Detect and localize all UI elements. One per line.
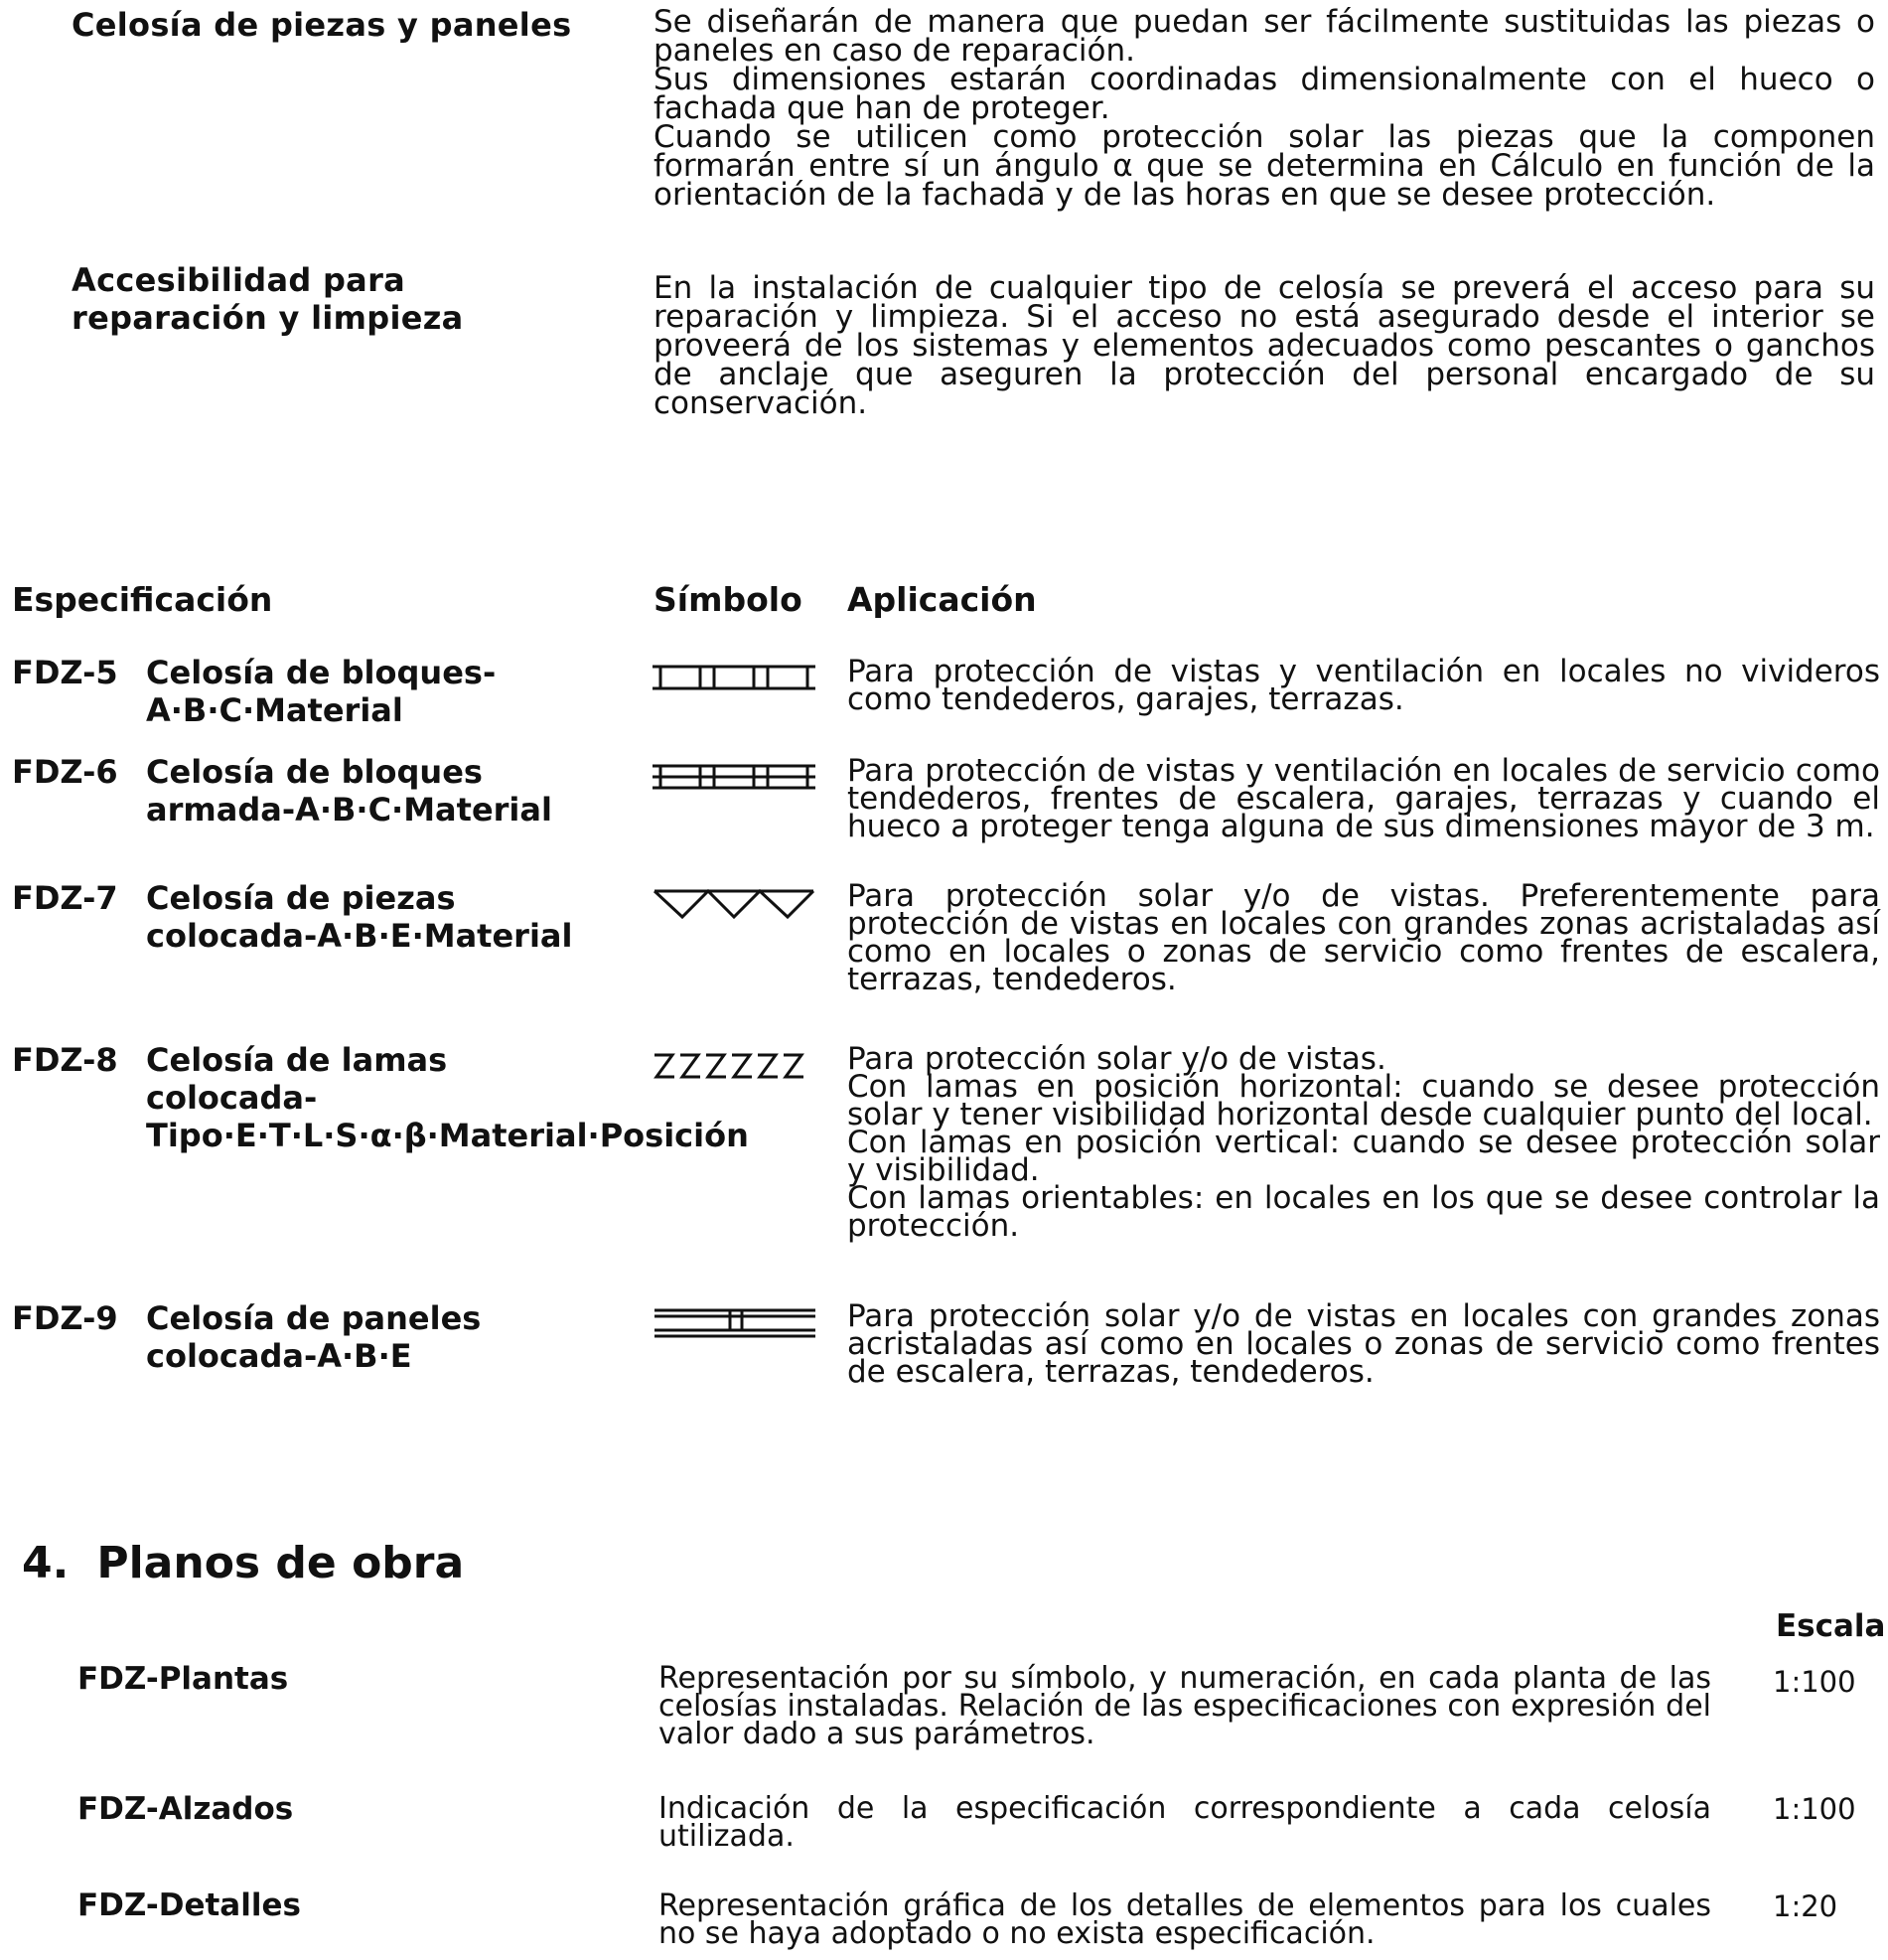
paragraph: Para protección solar y/o de vistas en locales con grandes zonas acristaladas así como en locales o zonas de servicio como frentes de escalera, terrazas, tendederos. [847,1298,1880,1390]
spec-application [847,1041,1880,1244]
plan-scale: 1:100 [1773,1792,1856,1826]
triangle-pieces-symbol [651,887,819,921]
intro-text-celosia [654,4,1875,213]
panels-symbol [651,1304,819,1338]
spec-code: FDZ-6 [12,753,118,791]
reinforced-block-lattice-symbol [651,760,819,794]
plan-name: FDZ-Plantas [77,1661,289,1697]
plan-name: FDZ-Alzados [77,1791,294,1827]
header-simbolo: Símbolo [654,580,802,619]
spec-code: FDZ-7 [12,879,118,917]
paragraph: En la instalación de cualquier tipo de celosía se preverá el acceso para su reparación y limpieza. Si el acceso no está asegurado desde el interior se proveerá de los sistemas y elementos adecuados como pescantes o ganchos de anclaje que aseguren la protección del personal encargado de su conservación. [654,270,1875,421]
paragraph: Con lamas en posición vertical: cuando se desee protección solar y visibilidad. [847,1125,1880,1188]
intro-label-accesibilidad: Accesibilidad para reparación y limpieza [72,261,464,337]
paragraph: Con lamas orientables: en locales en los que se desee controlar la protección. [847,1180,1880,1244]
plan-description: Indicación de la especificación correspondiente a cada celosía utilizada. [658,1791,1711,1854]
spec-name: Celosía de bloques armada-A·B·C·Material [146,753,552,829]
section-number: 4. [22,1538,70,1588]
section-title [22,1538,464,1589]
intro-label-celosia: Celosía de piezas y paneles [72,6,572,44]
spec-application [847,753,1880,844]
paragraph: Sus dimensiones estarán coordinadas dimensionalmente con el hueco o fachada que han de proteger. [654,62,1875,126]
slats-zigzag-symbol [651,1049,819,1083]
spec-code: FDZ-9 [12,1299,118,1337]
header-aplicacion: Aplicación [847,580,1037,619]
spec-application [847,654,1880,717]
spec-name: Celosía de bloques-A·B·C·Material [146,654,497,729]
scale-header: Escala [1776,1608,1886,1644]
plan-name: FDZ-Detalles [77,1887,301,1923]
spec-name: Celosía de piezas colocada-A·B·E·Material [146,879,573,955]
plan-scale: 1:100 [1773,1665,1856,1699]
paragraph: Para protección solar y/o de vistas. Preferentemente para protección de vistas en locales con grandes zonas acristaladas así como en locales o zonas de servicio como frentes de escalera, terrazas, tendederos. [847,878,1880,997]
plan-description: Representación gráfica de los detalles de elementos para los cuales no se haya adoptado o no exista especificación. [658,1888,1711,1951]
plan-description: Representación por su símbolo, y numeración, en cada planta de las celosías instaladas. Relación de las especificaciones con expresión del valor dado a sus parámetros. [658,1661,1711,1751]
plan-scale: 1:20 [1773,1889,1838,1923]
section-title-text: Planos de obra [96,1538,465,1588]
spec-name: Celosía de lamas colocada-Tipo·E·T·L·S·α·β·Material·Posición [146,1041,749,1154]
spec-code: FDZ-5 [12,654,118,691]
spec-application [847,878,1880,997]
intro-text-accesibilidad [654,270,1875,421]
spec-code: FDZ-8 [12,1041,118,1079]
header-especificacion: Especificación [12,580,273,619]
paragraph: Con lamas en posición horizontal: cuando se desee protección solar y tener visibilidad horizontal desde cualquier punto del local. [847,1069,1880,1132]
paragraph: Para protección solar y/o de vistas. [847,1041,1386,1077]
block-lattice-symbol [651,661,819,694]
spec-application [847,1298,1880,1390]
paragraph: Para protección de vistas y ventilación en locales de servicio como tendederos, frentes de escalera, garajes, terrazas y cuando el hueco a proteger tenga alguna de sus dimensiones mayor de 3 m. [847,753,1880,844]
paragraph: Cuando se utilicen como protección solar las piezas que la componen formarán entre sí un ángulo α que se determina en Cálculo en función de la orientación de la fachada y de las horas en que se desee protección. [654,119,1875,213]
spec-name: Celosía de paneles colocada-A·B·E [146,1299,482,1375]
paragraph: Se diseñarán de manera que puedan ser fácilmente sustituidas las piezas o paneles en caso de reparación. [654,4,1875,69]
paragraph: Para protección de vistas y ventilación en locales no vivideros como tendederos, garajes, terrazas. [847,654,1880,717]
